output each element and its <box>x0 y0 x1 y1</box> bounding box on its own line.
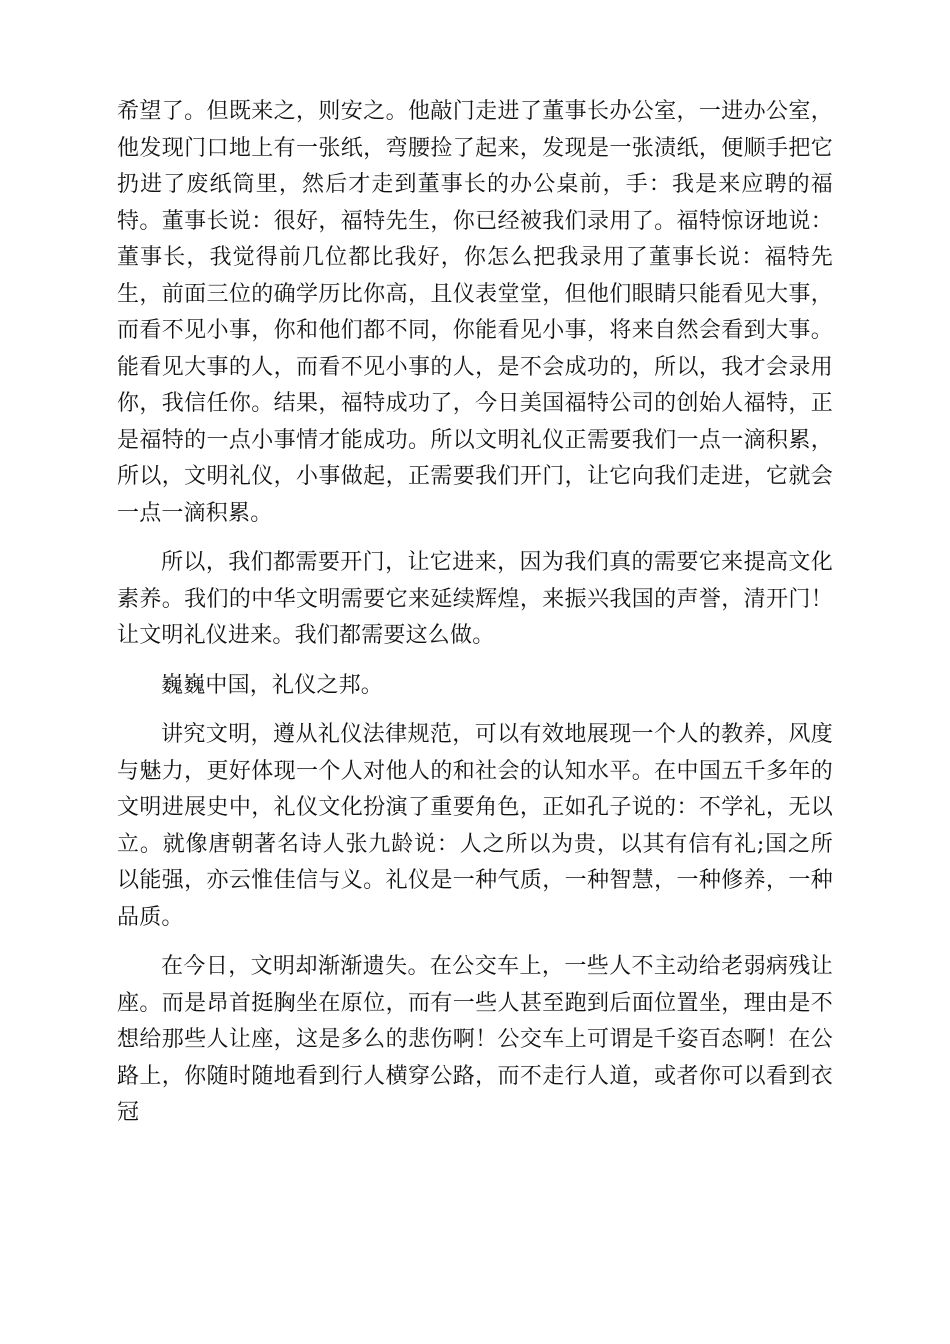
paragraph-2: 所以，我们都需要开门，让它进来，因为我们真的需要它来提高文化素养。我们的中华文明需要它来延续辉煌，来振兴我国的声誉，清开门！让文明礼仪进来。我们都需要这么做。 <box>117 550 833 648</box>
paragraph-3: 巍巍中国，礼仪之邦。 <box>161 672 384 698</box>
paragraph-5: 在今日，文明却渐渐遗失。在公交车上，一些人不主动给老弱病残让座。而是昂首挺胸坐在原位，而有一些人甚至跑到后面位置坐，理由是不想给那些人让座，这是多么的悲伤啊！公交车上可谓是千姿百态啊！在公路上，你随时随地看到行人横穿公路，而不走行人道，或者你可以看到衣冠 <box>117 954 833 1125</box>
paragraph-1: 希望了。但既来之，则安之。他敲门走进了董事长办公室，一进办公室，他发现门口地上有一张纸，弯腰捡了起来，发现是一张渍纸，便顺手把它扔进了废纸筒里，然后才走到董事长的办公桌前，手：我是来应聘的福特。董事长说：很好，福特先生，你已经被我们录用了。福特惊讶地说：董事长，我觉得前几位都比我好，你怎么把我录用了董事长说：福特先生，前面三位的确学历比你高，且仪表堂堂，但他们眼睛只能看见大事，而看不见小事，你和他们都不同，你能看见小事，将来自然会看到大事。能看见大事的人，而看不见小事的人，是不会成功的，所以，我才会录用你，我信任你。结果，福特成功了，今日美国福特公司的创始人福特，正是福特的一点小事情才能成功。所以文明礼仪正需要我们一点一滴积累，所以，文明礼仪，小事做起，正需要我们开门，让它向我们走进，它就会一点一滴积累。 <box>117 99 833 526</box>
document-page <box>117 94 833 1145</box>
paragraph-4: 讲究文明，遵从礼仪法律规范，可以有效地展现一个人的教养，风度与魅力，更好体现一个人对他人的和社会的认知水平。在中国五千多年的文明进展史中，礼仪文化扮演了重要角色，正如孔子说的：不学礼，无以立。就像唐朝著名诗人张九龄说：人之所以为贵，以其有信有礼;国之所以能强，亦云惟佳信与义。礼仪是一种气质，一种智慧，一种修养，一种品质。 <box>117 722 833 930</box>
